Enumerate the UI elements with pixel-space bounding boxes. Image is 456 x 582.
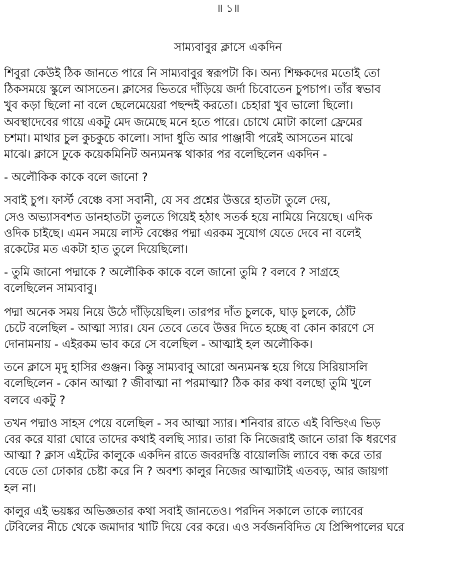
paragraph-6: [4, 360, 452, 409]
text-line: চেটে বলেছিল - আত্মা স্যার। যেন তেবে তেবে উত্তর দিতে হচ্ছে বা কোন কারণে সে: [4, 321, 375, 335]
chapter-title: সাম্যবাবুর ক্লাসে একদিন: [174, 40, 282, 54]
text-line: সবাই চুপ। ফার্স্ট বেঞ্চে বসা সবানী, যে সব প্রশ্নের উত্তরে হাতটা তুলে দেয়,: [4, 194, 331, 208]
text-line: বলেছিলেন - কোন আত্মা ? জীবাত্মা না পরমাত্মা? ঠিক কার কথা বলছো তুমি খুলে: [4, 377, 372, 391]
text-line: সেও অভ্যাসবশত ডানহাতটা তুলতে গিয়েই হঠাৎ সতর্ক হয়ে নামিয়ে নিয়েছে। এদিক: [4, 210, 373, 224]
page-number: ॥ ১॥: [216, 2, 240, 15]
text-line: - অলৌকিক কাকে বলে জানো ?: [4, 171, 148, 185]
text-line: খুব কড়া ছিলো না বলে ছেলেমেয়েরা পছন্দই করতো। চেহারা খুব ভালো ছিলো।: [4, 99, 354, 113]
text-line: অবস্থাদেবের গায়ে একটু মেদ জমেছে মনে হতে পারে। চোখে মোটা কালো ফ্রেমের: [4, 115, 363, 129]
text-line: চশমা। মাথার চুল কুচকুচে কালো। সাদা ধুতি আর পাঞ্জাবী পরেই আসতেন মাঝে: [4, 131, 353, 145]
paragraph-3: [4, 193, 452, 258]
paragraph-1: [4, 66, 452, 163]
text-line: পদ্মা অনেক সময় নিয়ে উঠে দাঁড়িয়েছিল। তারপর দাঁত চুলকে, ঘাড় চুলকে, ঠোঁট: [4, 305, 356, 319]
paragraph-2: [4, 170, 452, 186]
text-line: টেবিলের নীচে থেকে জমাদার খাটি দিয়ে বের করে। এও সর্বজনবিদিত যে প্রিন্সিপালের ঘরে: [4, 521, 405, 535]
text-line: বলেছিলেন সাম্যবাবু।: [4, 282, 97, 296]
text-line: - তুমি জানো পদ্মাকে ? অলৌকিক কাকে বলে জানো তুমি ? বলবে ? সাগ্রহে: [4, 266, 339, 280]
text-line: তখন পদ্মাও সাহস পেয়ে বলেছিল - সব আত্মা স্যার। শনিবার রাতে এই বিল্ডিংএ ভিড়: [4, 416, 381, 430]
text-line: দোনামনায় - এইরকম ভাব করে সে বলেছিল - আত্মাই হল অলৌকিক।: [4, 338, 313, 352]
paragraph-5: [4, 305, 452, 354]
text-line: মাঝে। ক্লাসে ঢুকে কয়েকমিনিট অন্যমনস্ক থাকার পর বলেছিলেন একদিন -: [4, 148, 327, 162]
text-line: তনে ক্লাসে মৃদু হাসির গুঞ্জন। কিন্তু সাম্যবাবু আরো অন্যমনস্ক হয়ে গিয়ে সিরিয়াসলি: [4, 361, 368, 375]
text-line: হল না।: [4, 481, 37, 495]
text-line: আত্মা ? ক্লাস এইটের কালুকে একদিন রাতে জবরদস্তি বায়োলজি ল্যাবে বন্ধ করে তার: [4, 449, 382, 463]
text-line: বের করে যারা ঘোরে তাদের কথাই বলছি স্যার। তারা কি নিজেরাই জানে তারা কি ধরণের: [4, 433, 397, 447]
paragraph-4: [4, 265, 452, 297]
text-line: ওদিক চাইছে। এমন সময়ে লাস্ট বেঞ্চের পদ্মা এরকম সুযোগ যেতে দেবে না বলেই: [4, 226, 361, 240]
text-line: শিবুরা কেউই ঠিক জানতে পারে নি সাম্যবাবুর স্বরূপটা কি। অন্য শিক্ষকদের মতোই তো: [4, 67, 380, 80]
text-line: রকেটের মত একটা হাত তুলে দিয়েছিলো।: [4, 243, 189, 257]
paragraph-8: [4, 504, 452, 536]
text-line: বলবে একটু ?: [4, 393, 66, 407]
paragraph-7: [4, 416, 452, 497]
text-line: ঠিকসময়ে স্কুলে আসতেন। ক্লাসের ভিতরে দাঁড়িয়ে জর্দা চিবোতেন চুপচাপ। তাঁর স্বভাব: [4, 83, 381, 97]
text-line: বেডে তো ঢোকার চেষ্টা করে নি ? অবশ্য কালুর নিজের আত্মাটাই এতবড়, আর জায়গা: [4, 465, 389, 479]
text-line: কালুর এই ভয়ঙ্কর অভিজ্ঞতার কথা সবাই জানতেও। পরদিন সকালে তাকে ল্যাবের: [4, 504, 364, 518]
